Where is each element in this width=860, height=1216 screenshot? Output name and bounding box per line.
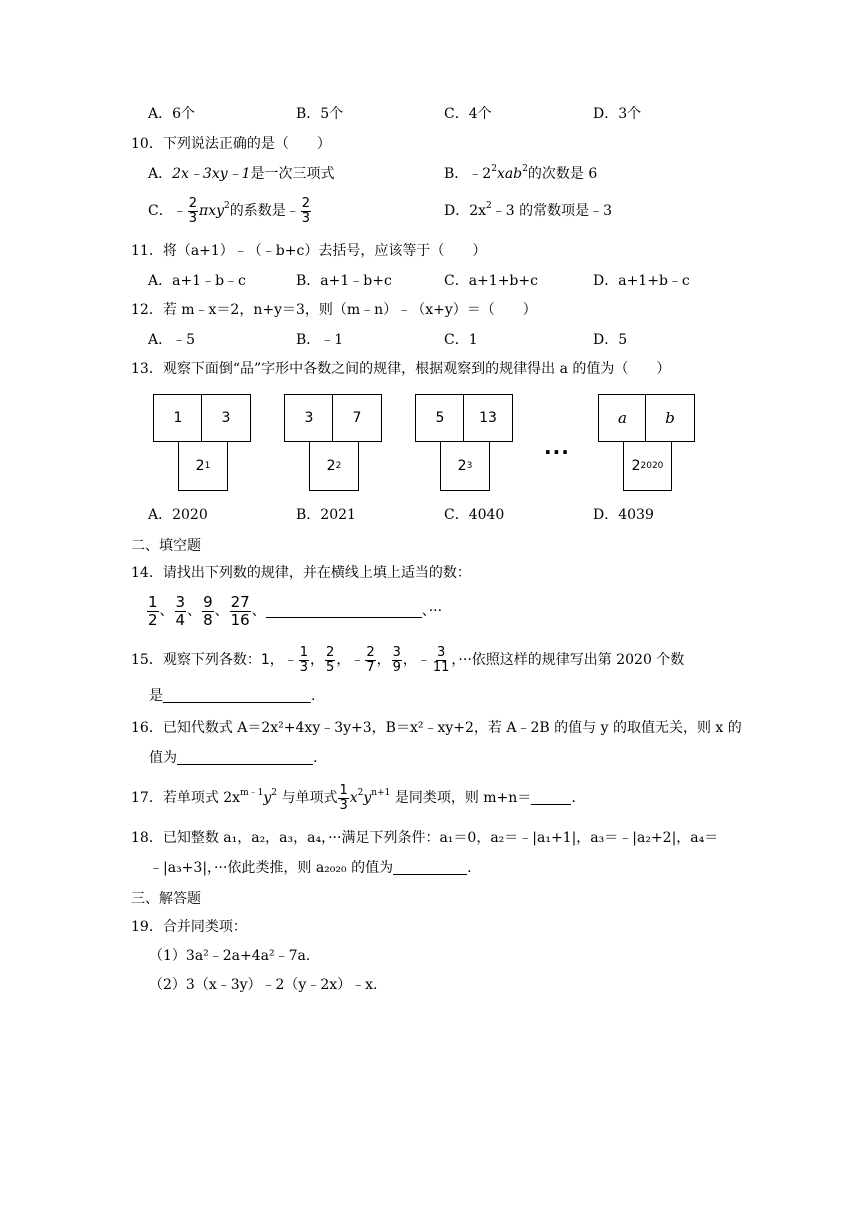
q16-line-1: 16．已知代数式 A＝2x²+4xy﹣3y+3，B＝x²﹣xy+2，若 A﹣2B 的值与 y 的取值无关，则 x 的 — [131, 720, 742, 736]
q18-line-2: ﹣|a₃+3|，···依此类推，则 a₂₀₂₀ 的值为 . — [149, 860, 472, 876]
q19-stem: 19．合并同类项： — [131, 919, 247, 935]
figure-2-right-cell: 7 — [332, 394, 382, 442]
figure-3-right-cell: 13 — [463, 394, 513, 442]
q17-answer-blank[interactable] — [531, 790, 571, 805]
figure-4-left-cell: a — [598, 394, 647, 442]
figure-4-right-cell: b — [645, 394, 695, 442]
fraction: $\frac{1}{3}$ — [299, 644, 309, 675]
fraction: $\frac{3}{11}$ — [432, 644, 450, 675]
q13-option-d: D．4039 — [593, 507, 654, 523]
figure-1-right-cell: 3 — [201, 394, 251, 442]
figure-3-bottom-cell: 2 3 — [440, 441, 490, 491]
q10-option-c: C．﹣ $\frac{2}{3}$ πxy$^2$的系数是﹣ $\frac{2}{3}$ — [148, 195, 311, 226]
q9-option-a: A．6个 — [148, 106, 196, 122]
q18-line-1: 18．已知整数 a₁，a₂，a₃，a₄，···满足下列条件：a₁＝0，a₂＝﹣|a₁+1|，a₃＝﹣|a₂+2|，a₄＝ — [131, 830, 719, 846]
figure-1-bottom-cell: 2 1 — [178, 441, 228, 491]
q10-stem: 10．下列说法正确的是（ ） — [131, 136, 331, 152]
fraction: $\frac{3}{9}$ — [392, 644, 401, 675]
q15-line-1: 15．观察下列各数：1，﹣ $\frac{1}{3}$ ， $\frac{2}{5}$ ，﹣ $\frac{2}{7}$ ， $\frac{3}{9}$ ，﹣ $\frac{3}{11}$ ，···依照这样的规律写出第 2020 个数 — [131, 644, 685, 675]
q16-answer-blank[interactable] — [177, 750, 313, 765]
q13-option-c: C．4040 — [444, 507, 505, 523]
q10-option-a: A．2x﹣3xy﹣1是一次三项式 — [148, 166, 335, 182]
figure-2-left-cell: 3 — [284, 394, 334, 442]
figure-4-bottom-cell: 2 2020 — [623, 441, 672, 491]
fraction: $\frac{3}{4}$ — [175, 592, 186, 629]
q19-part-2: （2）3（x﹣3y）﹣2（y﹣2x）﹣x. — [149, 977, 378, 993]
q12-option-c: C．1 — [444, 332, 478, 348]
fraction: $\frac{2}{5}$ — [326, 644, 335, 675]
q11-option-a: A．a+1﹣b﹣c — [148, 273, 246, 289]
q14-answer-blank[interactable] — [266, 603, 422, 618]
figure-3-left-cell: 5 — [415, 394, 465, 442]
q16-line-2: 值为 . — [149, 750, 318, 766]
q13-option-b: B．2021 — [296, 507, 356, 523]
q12-option-a: A．﹣5 — [148, 332, 196, 348]
fraction: $\frac{2}{7}$ — [366, 644, 375, 675]
fraction: $\frac{9}{8}$ — [203, 592, 213, 629]
fraction: $\frac{1}{2}$ — [148, 592, 158, 629]
q12-stem: 12．若 m﹣x＝2，n+y＝3，则（m﹣n）﹣（x+y）＝（ ） — [131, 302, 537, 318]
section-heading-solve: 三、解答题 — [131, 891, 201, 907]
q11-stem: 11．将（a+1）﹣（﹣b+c）去括号，应该等于（ ） — [131, 243, 487, 259]
q11-option-d: D．a+1+b﹣c — [593, 273, 690, 289]
fraction: $\frac{2}{3}$ — [301, 195, 311, 226]
figure-2-bottom-cell: 2 2 — [309, 441, 359, 491]
fraction: $\frac{2}{3}$ — [188, 195, 197, 226]
q9-option-b: B．5个 — [296, 106, 344, 122]
q13-option-a: A．2020 — [148, 507, 208, 523]
q12-option-d: D．5 — [593, 332, 628, 348]
q11-option-c: C．a+1+b+c — [444, 273, 538, 289]
fraction: $\frac{27}{16}$ — [230, 592, 250, 629]
q12-option-b: B．﹣1 — [296, 332, 344, 348]
figure-1-left-cell: 1 — [153, 394, 203, 442]
q11-option-b: B．a+1﹣b+c — [296, 273, 392, 289]
q19-part-1: （1）3a²﹣2a+4a²﹣7a. — [149, 948, 311, 964]
q10-option-b: B．$﹣2^2xab^2$的次数是 6 — [444, 164, 598, 182]
section-heading-fill-in: 二、填空题 — [131, 538, 201, 554]
q14-stem: 14．请找出下列数的规律，并在横线上填上适当的数： — [131, 565, 471, 581]
q17-line: 17．若单项式 $2x^{m﹣1}y^2$ 与单项式 $\frac{1}{3}$ $x^2y^{n+1}$ 是同类项，则 m+n＝ . — [131, 782, 576, 813]
ellipsis: ··· — [544, 440, 570, 464]
q18-answer-blank[interactable] — [393, 860, 467, 875]
q10-option-d: D．$2x^2﹣3$ 的常数项是﹣3 — [444, 201, 613, 219]
q15-answer-blank[interactable] — [163, 688, 311, 703]
q13-stem: 13．观察下面倒“品”字形中各数之间的规律，根据观察到的规律得出 a 的值为（ ） — [131, 361, 671, 377]
q9-option-d: D．3个 — [593, 106, 642, 122]
q15-line-2: 是 . — [149, 688, 316, 704]
q9-option-c: C．4个 — [444, 106, 492, 122]
q14-sequence: $\frac{1}{2}$ 、 $\frac{3}{4}$ 、 $\frac{9}{8}$ 、 $\frac{27}{16}$ 、 、··· — [148, 592, 443, 629]
fraction: $\frac{1}{3}$ — [339, 782, 348, 813]
